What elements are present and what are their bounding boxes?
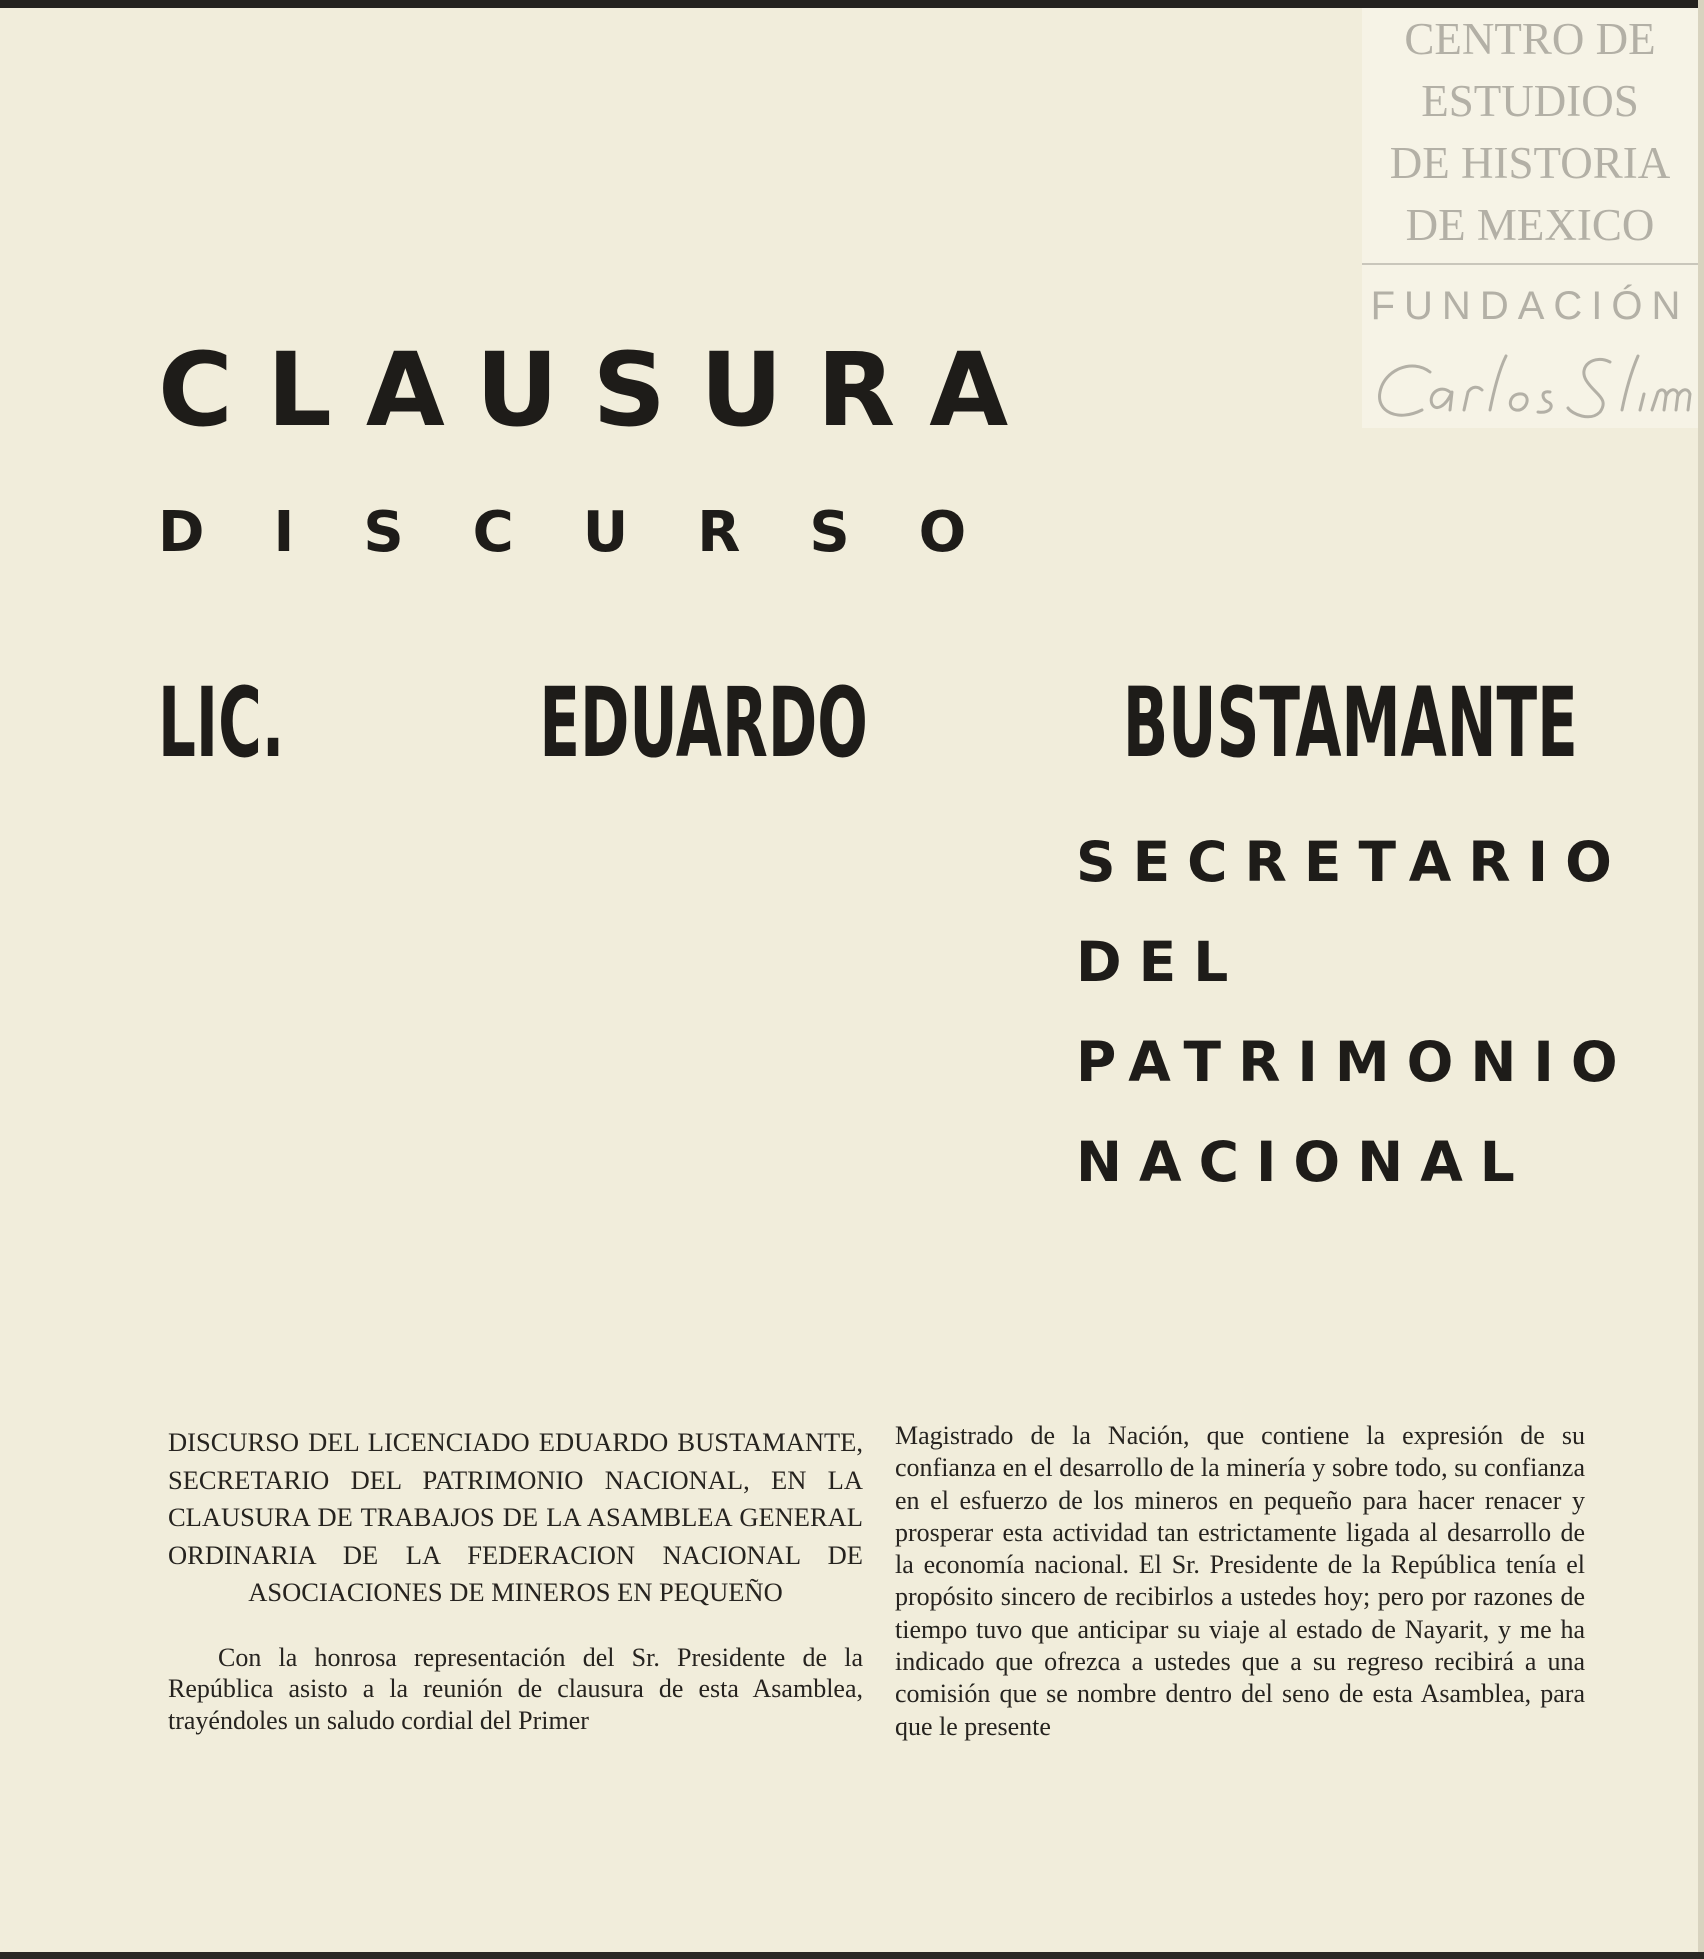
speaker-role-line: SECRETARIO xyxy=(1076,830,1629,894)
speaker-role-line: NACIONAL xyxy=(1076,1130,1532,1194)
speech-paragraph: Magistrado de la Nación, que contiene la expresión de su confianza en el desarrollo de la minería y sobre todo, su confianza en el esfuerzo de los mineros en pequeño para hacer renacer y prosperar esta actividad tan estrictamente ligada al desarrollo de la economía nacional. El Sr. Presidente de la República tenía el propósito sincero de recibirlos a ustedes hoy; pero por razones de tiempo tuvo que anticipar su viaje al estado de Nayarit, y me ha indicado que ofrezca a ustedes que a su regreso recibirá a una comisión que se nombre dentro del seno de esta Asamblea, para que le presente xyxy=(895,1421,1585,1741)
watermark-line: ESTUDIOS xyxy=(1421,76,1639,126)
page-bottom-edge xyxy=(0,1952,1704,1959)
speech-paragraph: Con la honrosa representación del Sr. Presidente de la República asisto a la reunión de clausura de esta Asamblea, trayéndoles un saludo cordial del Primer xyxy=(168,1642,863,1735)
speaker-name-word: BUSTAMANTE xyxy=(1122,667,1578,779)
signature-logo xyxy=(1372,340,1698,435)
text-column-left xyxy=(168,1424,863,1736)
speaker-name-word: LIC. xyxy=(158,667,285,779)
page-right-edge xyxy=(1698,0,1704,1959)
watermark-line: CENTRO DE xyxy=(1404,14,1656,64)
speaker-name-word: EDUARDO xyxy=(539,667,868,779)
speech-lead-heading: DISCURSO DEL LICENCIADO EDUARDO BUSTAMANTE, SECRETARIO DEL PATRIMONIO NACIONAL, EN LA CLAUSURA DE TRABAJOS DE LA ASAMBLEA GENERAL ORDINARIA DE LA FEDERACION NACIONAL DE ASOCIACIONES DE MINEROS EN PEQUEÑO xyxy=(168,1427,863,1607)
page-subtitle: DISCURSO xyxy=(158,500,1036,565)
watermark-fundacion: FUNDACIÓN xyxy=(1370,284,1690,328)
watermark-line: DE HISTORIA xyxy=(1389,138,1671,188)
speaker-name xyxy=(158,667,1578,779)
speaker-role-line: DEL xyxy=(1076,930,1246,994)
watermark-line: DE MEXICO xyxy=(1405,200,1655,250)
archive-watermark xyxy=(1362,8,1698,428)
watermark-divider xyxy=(1362,263,1698,265)
page-top-edge xyxy=(0,0,1704,8)
text-column-right xyxy=(895,1420,1585,1743)
page-title: CLAUSURA xyxy=(158,331,1043,450)
speaker-role xyxy=(1076,830,1635,1235)
speaker-role-line: PATRIMONIO xyxy=(1076,1030,1635,1094)
